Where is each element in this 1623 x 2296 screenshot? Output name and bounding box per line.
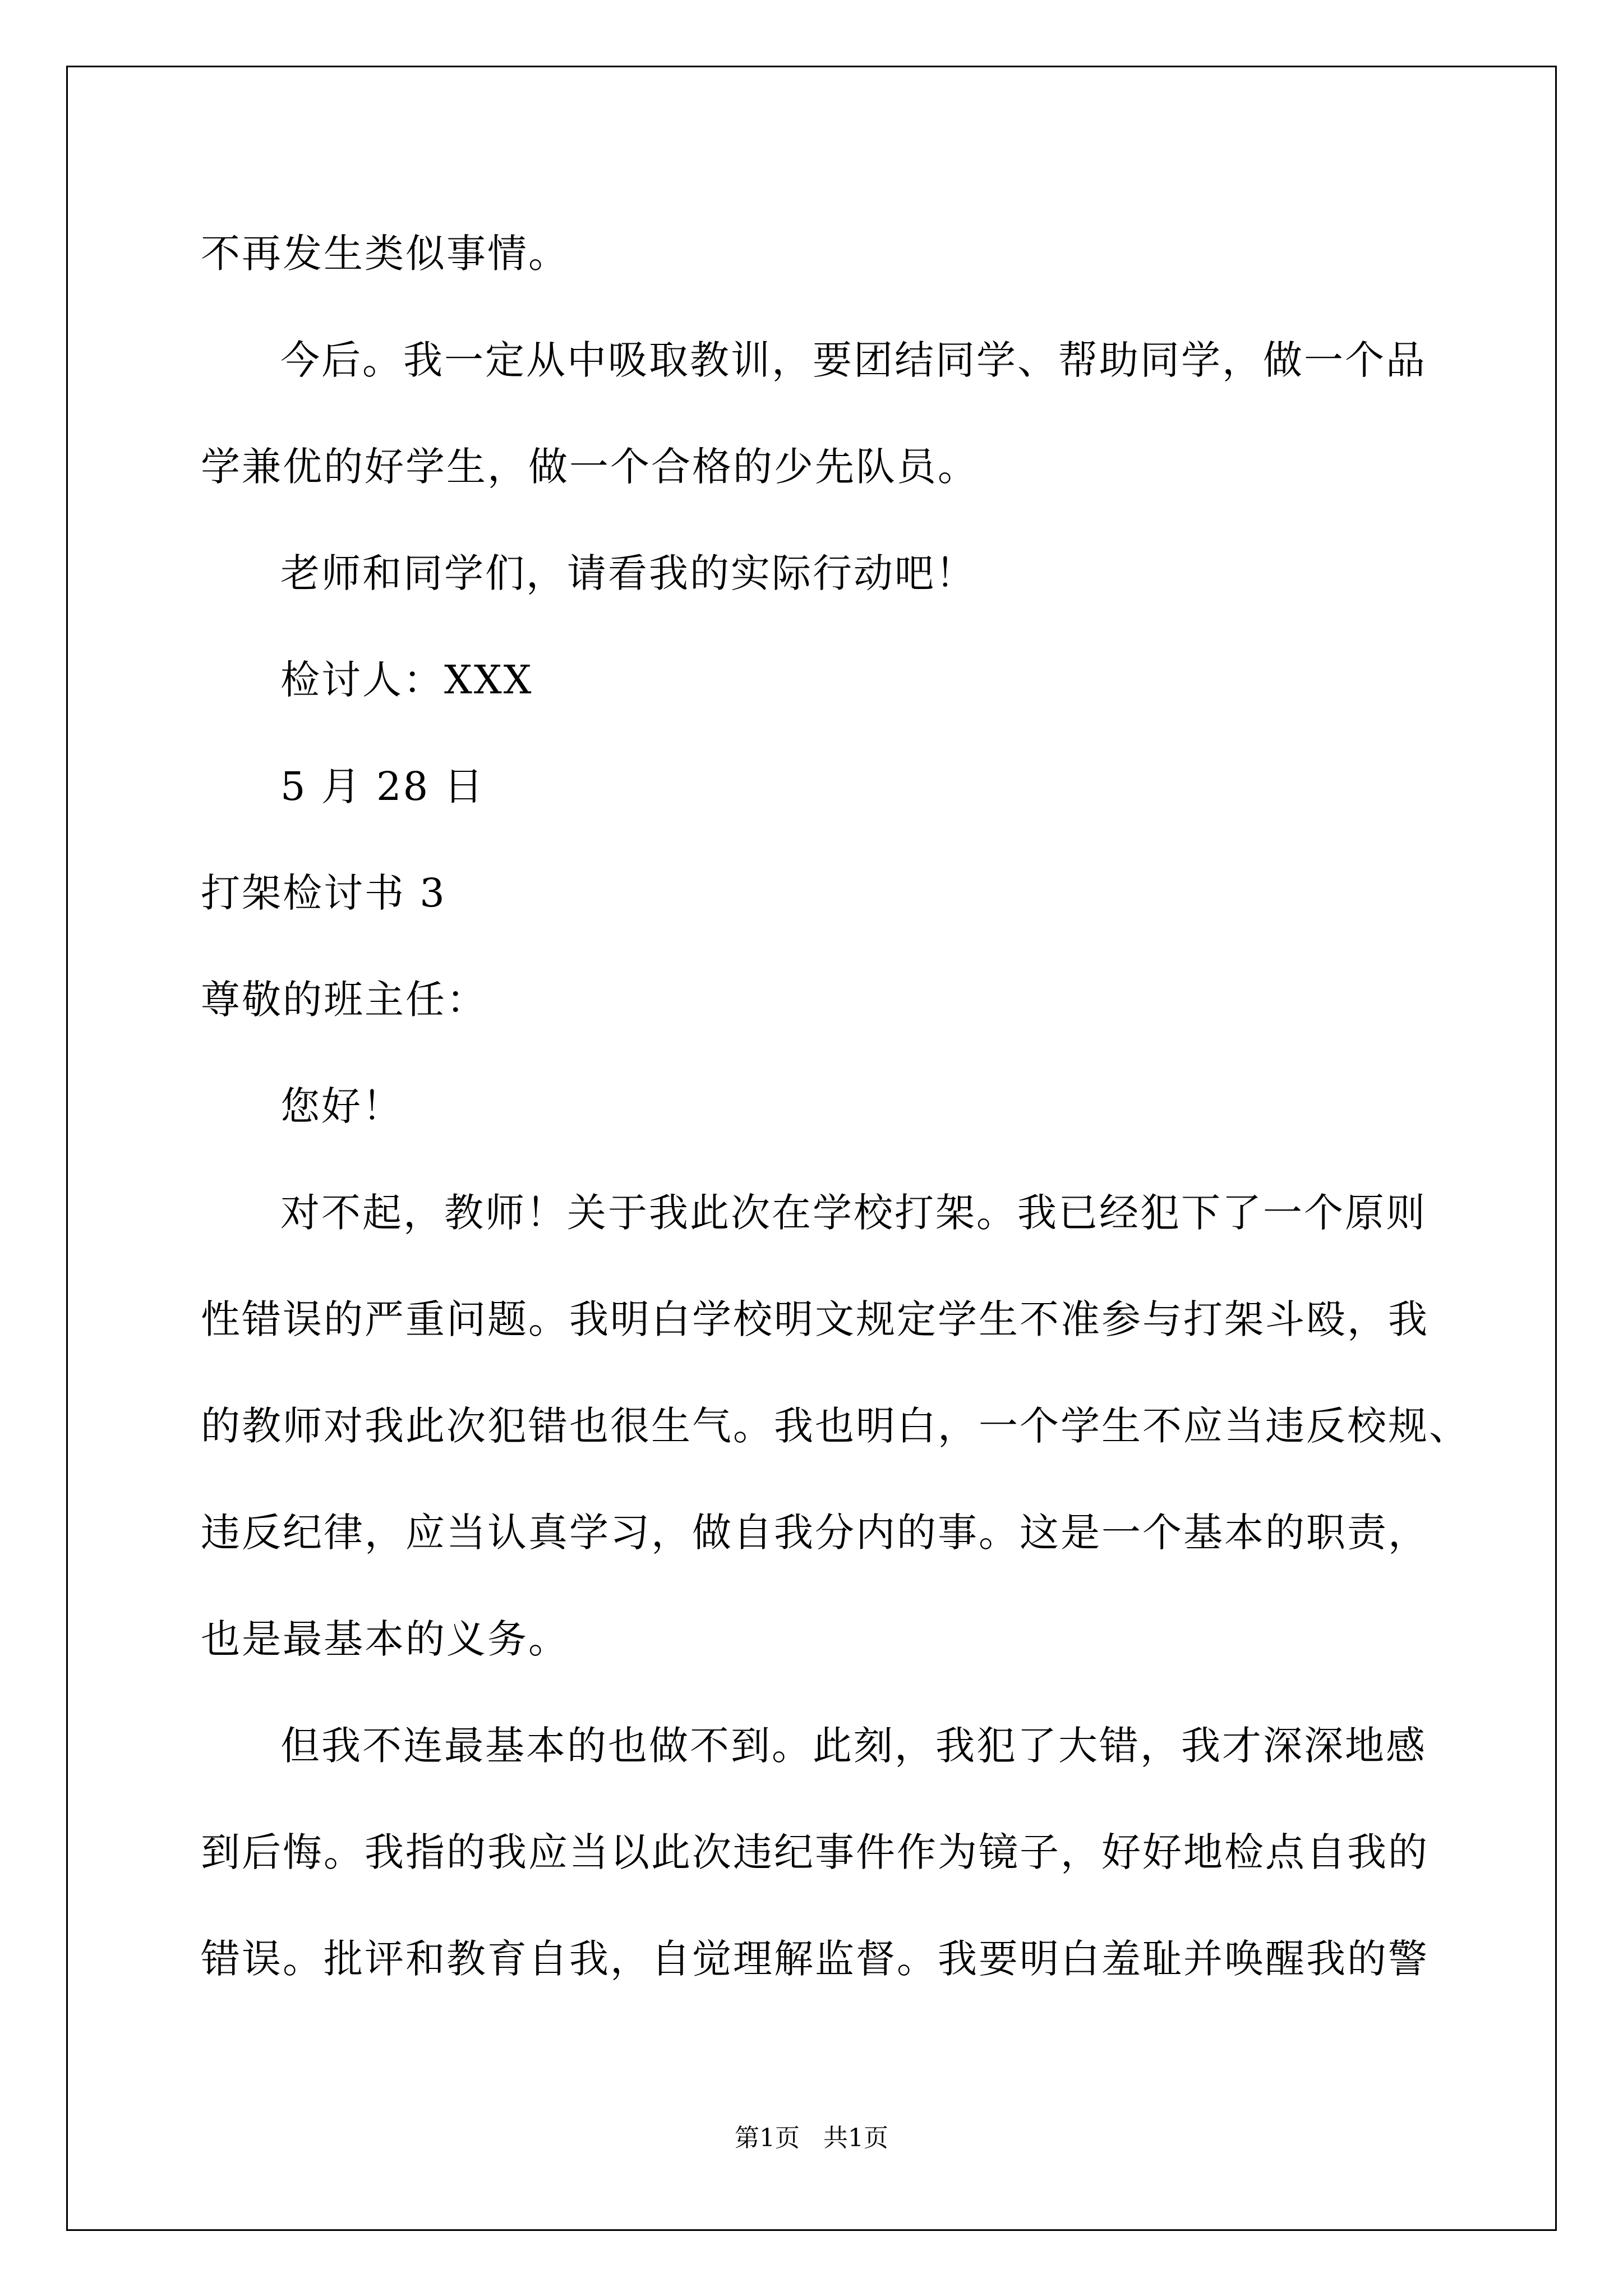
date-line: 5 月 28 日 [280, 763, 485, 809]
section-title: 打架检讨书 3 [201, 870, 446, 916]
page-border [66, 66, 1557, 2231]
salutation: 尊敬的班主任： [201, 977, 487, 1023]
paragraph-line: 不再发生类似事情。 [201, 231, 569, 277]
greeting: 您好！ [280, 1083, 403, 1129]
paragraph-line: 但我不连最基本的也做不到。此刻，我犯了大错，我才深深地感 [280, 1723, 1427, 1769]
paragraph-line: 老师和同学们，请看我的实际行动吧！ [280, 550, 976, 596]
paragraph-line: 学兼优的好学生，做一个合格的少先队员。 [201, 444, 979, 490]
paragraph-line: 到后悔。我指的我应当以此次违纪事件作为镜子，好好地检点自我的 [201, 1829, 1429, 1875]
page-number-footer: 第1页 共1页 [735, 2124, 888, 2152]
paragraph-line: 错误。批评和教育自我，自觉理解监督。我要明白羞耻并唤醒我的警 [201, 1936, 1429, 1982]
paragraph-line: 性错误的严重问题。我明白学校明文规定学生不准参与打架斗殴，我 [201, 1296, 1429, 1342]
paragraph-line: 对不起，教师！关于我此次在学校打架。我已经犯下了一个原则 [280, 1190, 1427, 1236]
paragraph-line: 的教师对我此次犯错也很生气。我也明白，一个学生不应当违反校规、 [201, 1403, 1470, 1449]
paragraph-line: 今后。我一定从中吸取教训，要团结同学、帮助同学，做一个品 [280, 337, 1427, 383]
signature-line: 检讨人：XXX [280, 657, 533, 703]
paragraph-line: 也是最基本的义务。 [201, 1616, 569, 1662]
paragraph-line: 违反纪律，应当认真学习，做自我分内的事。这是一个基本的职责， [201, 1510, 1429, 1556]
